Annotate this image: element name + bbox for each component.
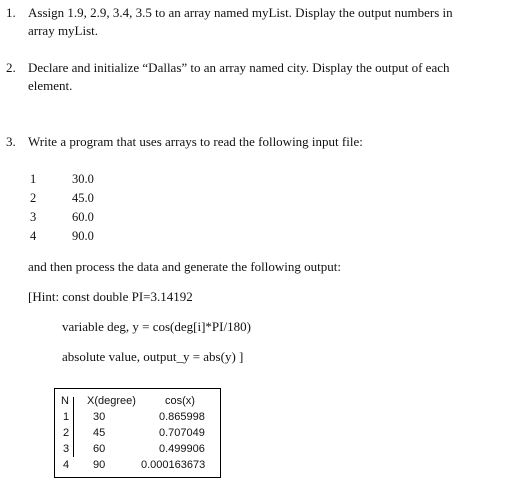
- line-number: 3: [30, 210, 37, 224]
- output-table: [54, 388, 221, 478]
- q1-text-line1: Assign 1.9, 2.9, 3.4, 3.5 to an array named myList. Display the output numbers in: [28, 5, 453, 20]
- table-cell-x: 90: [93, 459, 106, 471]
- table-cell-n: 2: [63, 427, 70, 439]
- table-cell-n: 4: [63, 459, 70, 471]
- table-cell-cos: 0.865998: [159, 411, 205, 423]
- table-header-n: N: [61, 395, 69, 407]
- q3-formula-deg: variable deg, y = cos(deg[i]*PI/180): [62, 319, 251, 334]
- q3-process-text: and then process the data and generate the following output:: [28, 259, 341, 274]
- q1-number: 1.: [6, 5, 16, 20]
- q3-formula-abs: absolute value, output_y = abs(y) ]: [62, 349, 244, 364]
- table-cell-cos: 0.499906: [159, 443, 205, 455]
- table-cell-cos: 0.000163673: [141, 459, 206, 471]
- q3-hint: [Hint: const double PI=3.14192: [28, 289, 193, 304]
- table-cell-x: 60: [93, 443, 106, 455]
- table-cell-x: 30: [93, 411, 106, 423]
- table-cell-x: 45: [93, 427, 106, 439]
- table-cell-n: 1: [63, 411, 70, 423]
- input-value: 30.0: [72, 172, 94, 186]
- input-value: 90.0: [72, 229, 94, 243]
- table-header-x-degree: X(degree): [87, 395, 136, 407]
- line-number: 1: [30, 172, 37, 186]
- q2-text-line1: Declare and initialize “Dallas” to an array named city. Display the output of each: [28, 60, 450, 75]
- q3-text-line1: Write a program that uses arrays to read the following input file:: [28, 134, 363, 149]
- q2-text-line2: element.: [28, 78, 73, 93]
- line-number: 4: [30, 229, 37, 243]
- table-cell-cos: 0.707049: [159, 427, 205, 439]
- input-value: 60.0: [72, 210, 94, 224]
- column-divider: [73, 397, 74, 457]
- q1-text-line2: array myList.: [28, 23, 99, 38]
- q2-number: 2.: [6, 60, 16, 75]
- table-header-cos: cos(x): [165, 395, 195, 407]
- table-cell-n: 3: [63, 443, 70, 455]
- input-value: 45.0: [72, 191, 94, 205]
- line-number: 2: [30, 191, 37, 205]
- q3-number: 3.: [6, 134, 16, 149]
